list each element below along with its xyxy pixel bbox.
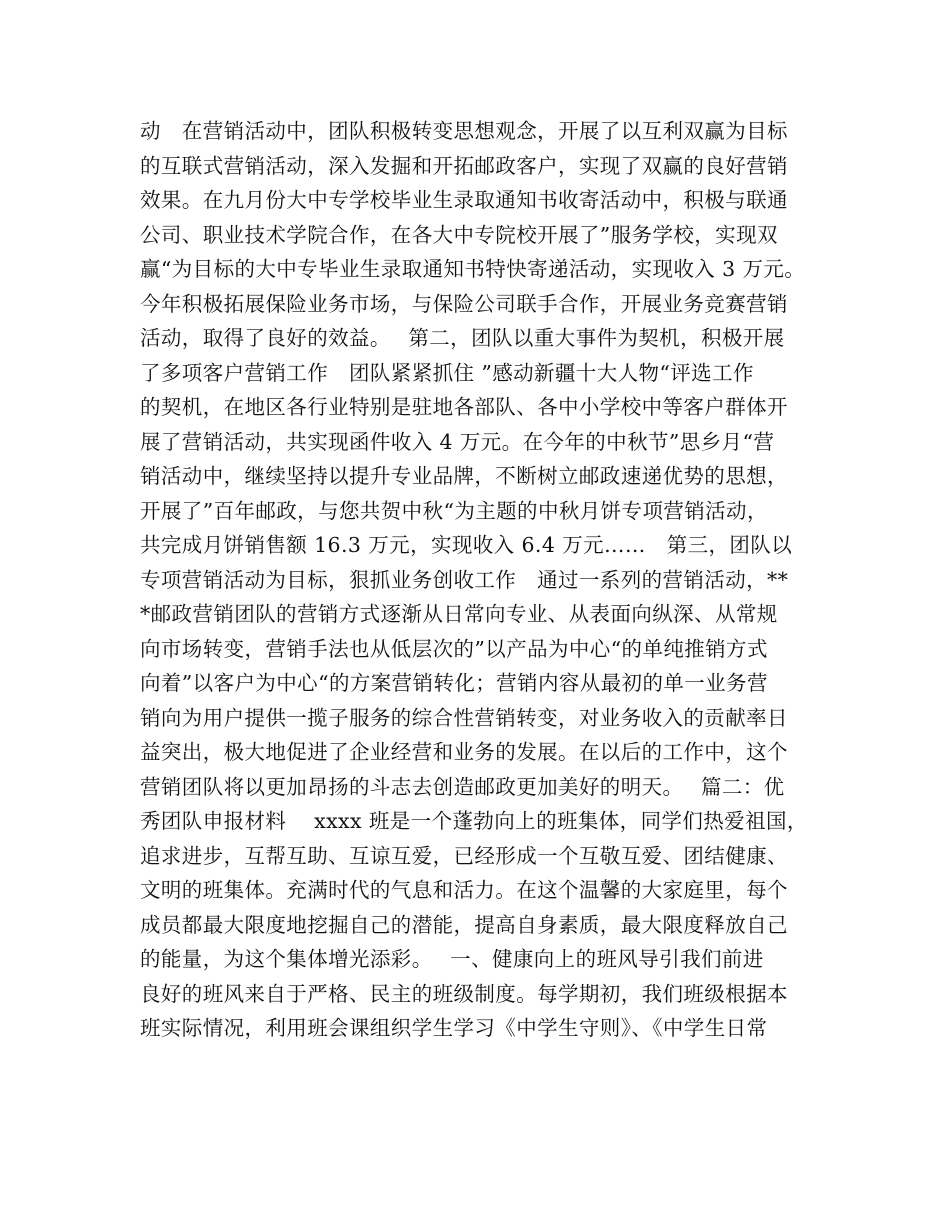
text-line: 成员都最大限度地挖掘自己的潜能，提高自身素质，最大限度释放自己 — [140, 912, 788, 937]
text-line: 追求进步，互帮互助、互谅互爱，已经形成一个互敬互爱、团结健康、 — [140, 843, 788, 868]
text-line: 共完成月饼销售额 16.3 万元，实现收入 6.4 万元…… 第三，团队以 — [140, 533, 793, 557]
text-line: *邮政营销团队的营销方式逐渐从日常向专业、从表面向纵深、从常规 — [140, 602, 778, 626]
text-line: 展了营销活动，共实现函件收入 4 万元。在今年的中秋节”思乡月“营 — [140, 429, 775, 454]
text-line: 班实际情况，利用班会课组织学生学习《中学生守则》、《中学生日常 — [140, 1016, 768, 1040]
text-line: 今年积极拓展保险业务市场，与保险公司联手合作，开展业务竞赛营销 — [140, 291, 788, 316]
text-line: 效果。在九月份大中专学校毕业生录取通知书收寄活动中，积极与联通 — [140, 188, 788, 212]
text-line: 动 在营销活动中，团队积极转变思想观念，开展了以互利双赢为目标 — [140, 119, 788, 143]
text-line: 向市场转变，营销手法也从低层次的”以产品为中心“的单纯推销方式 — [140, 636, 768, 661]
text-line: 的契机，在地区各行业特别是驻地各部队、各中小学校中等客户群体开 — [140, 395, 788, 419]
text-line: 赢“为目标的大中专毕业生录取通知书特快寄递活动，实现收入 3 万元。 — [140, 257, 806, 281]
text-line: 了多项客户营销工作 团队紧紧抓住 ”感动新疆十大人物“评选工作 — [140, 360, 754, 385]
text-line: 秀团队申报材料 xxxx 班是一个蓬勃向上的班集体，同学们热爱祖国， — [140, 809, 808, 833]
text-line: 销向为用户提供一揽子服务的综合性营销转变，对业务收入的贡献率日 — [140, 705, 788, 730]
text-line: 良好的班风来自于严格、民主的班级制度。每学期初，我们班级根据本 — [140, 981, 788, 1006]
text-line: 专项营销活动为目标，狠抓业务创收工作 通过一系列的营销活动，** — [140, 567, 789, 592]
text-line: 文明的班集体。充满时代的气息和活力。在这个温馨的大家庭里，每个 — [140, 878, 788, 902]
text-line: 的互联式营销活动，深入发掘和开拓邮政客户，实现了双赢的良好营销 — [140, 153, 788, 178]
text-line: 益突出，极大地促进了企业经营和业务的发展。在以后的工作中，这个 — [140, 740, 788, 764]
text-line: 向着”以客户为中心“的方案营销转化；营销内容从最初的单一业务营 — [140, 671, 768, 695]
text-line: 营销团队将以更加昂扬的斗志去创造邮政更加美好的明天。 篇二：优 — [140, 774, 785, 799]
body-text — [140, 114, 830, 1046]
text-line: 公司、职业技术学院合作，在各大中专院校开展了”服务学校，实现双 — [140, 222, 778, 247]
text-line: 开展了”百年邮政，与您共贺中秋“为主题的中秋月饼专项营销活动， — [140, 498, 768, 523]
text-line: 活动，取得了良好的效益。 第二，团队以重大事件为契机，积极开展 — [140, 326, 785, 350]
text-line: 的能量，为这个集体增光添彩。 一、健康向上的班风导引我们前进 — [140, 947, 764, 971]
text-line: 销活动中，继续坚持以提升专业品牌，不断树立邮政速递优势的思想， — [140, 464, 788, 488]
